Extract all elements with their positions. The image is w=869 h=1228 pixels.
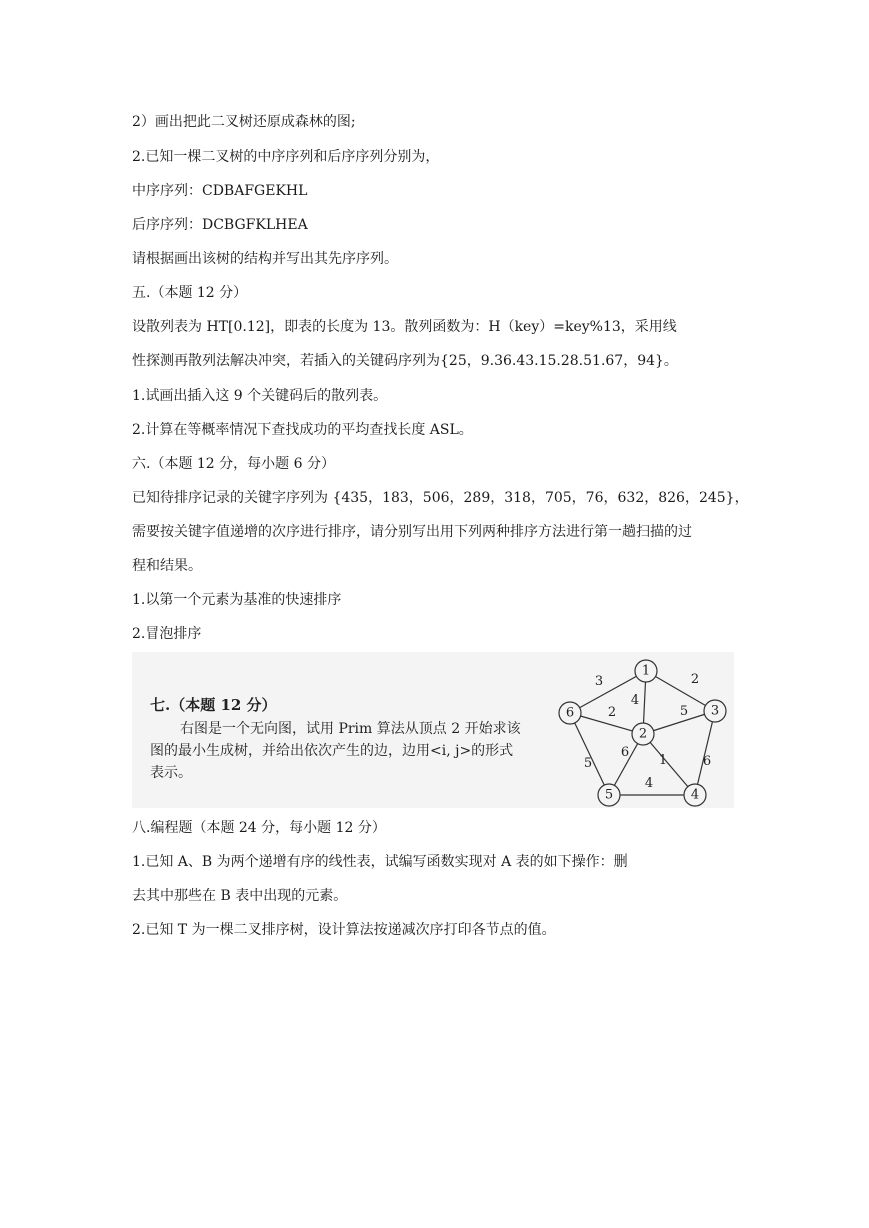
node-label: 3	[710, 703, 720, 719]
question-text: 2.已知 T 为一棵二叉排序树，设计算法按递减次序打印各节点的值。	[132, 922, 556, 938]
edge-weight: 2	[607, 705, 617, 720]
figure-text: 表示。	[150, 765, 192, 781]
inorder-sequence: 中序序列：CDBAFGEKHL	[132, 183, 308, 199]
section-heading-5: 五.（本题 12 分）	[132, 285, 248, 301]
question-text: 请根据画出该树的结构并写出其先序序列。	[132, 251, 398, 267]
edge-weight: 3	[594, 674, 604, 689]
question-text: 2.计算在等概率情况下查找成功的平均查找长度 ASL。	[132, 422, 473, 438]
edge-weight: 4	[630, 693, 640, 708]
node-label: 2	[638, 726, 648, 742]
question-7-figure	[132, 652, 734, 808]
question-text: 1.试画出插入这 9 个关键码后的散列表。	[132, 388, 388, 404]
section-heading-6: 六.（本题 12 分，每小题 6 分）	[132, 456, 335, 472]
question-text: 2.已知一棵二叉树的中序序列和后序序列分别为，	[132, 149, 440, 165]
edge-weight: 1	[658, 753, 668, 768]
question-text: 1.已知 A、B 为两个递增有序的线性表，试编写函数实现对 A 表的如下操作：删	[132, 854, 628, 870]
edge-weight: 5	[679, 704, 689, 719]
question-text: 已知待排序记录的关键字序列为 {435，183，506，289，318，705，76，632，826，245}，	[132, 490, 749, 506]
node-label: 6	[565, 705, 575, 721]
node-label: 1	[641, 663, 651, 679]
question-text: 1.以第一个元素为基准的快速排序	[132, 592, 342, 608]
question-text: 性探测再散列法解决冲突，若插入的关键码序列为{25，9.36.43.15.28.51.67，94}。	[132, 353, 678, 369]
edge-weight: 5	[583, 756, 593, 771]
question-text: 需要按关键字值递增的次序进行排序，请分别写出用下列两种排序方法进行第一趟扫描的过	[132, 524, 692, 540]
question-text: 去其中那些在 B 表中出现的元素。	[132, 888, 348, 904]
edge-weight: 4	[644, 776, 654, 791]
graph-edge	[695, 711, 715, 795]
node-label: 4	[690, 787, 700, 803]
question-text: 2.冒泡排序	[132, 626, 202, 642]
figure-text: 图的最小生成树，并给出依次产生的边，边用<i, j>的形式	[150, 743, 514, 759]
node-label: 5	[604, 787, 614, 803]
section-heading-8: 八.编程题（本题 24 分，每小题 12 分）	[132, 820, 386, 836]
question-text: 设散列表为 HT[0.12]，即表的长度为 13。散列函数为：H（key）=key%13，采用线	[132, 319, 677, 335]
postorder-sequence: 后序序列：DCBGFKLHEA	[132, 217, 308, 233]
edge-weight: 6	[620, 745, 630, 760]
graph-edge	[570, 713, 609, 795]
edge-weight: 2	[690, 672, 700, 687]
figure-text: 右图是一个无向图，试用 Prim 算法从顶点 2 开始求该	[180, 721, 521, 737]
question-text: 程和结果。	[132, 558, 202, 574]
edge-weight: 6	[702, 754, 712, 769]
text-line: 2）画出把此二叉树还原成森林的图;	[132, 114, 356, 130]
figure-title: 七.（本题 12 分）	[150, 696, 277, 714]
graph-diagram	[132, 652, 734, 808]
